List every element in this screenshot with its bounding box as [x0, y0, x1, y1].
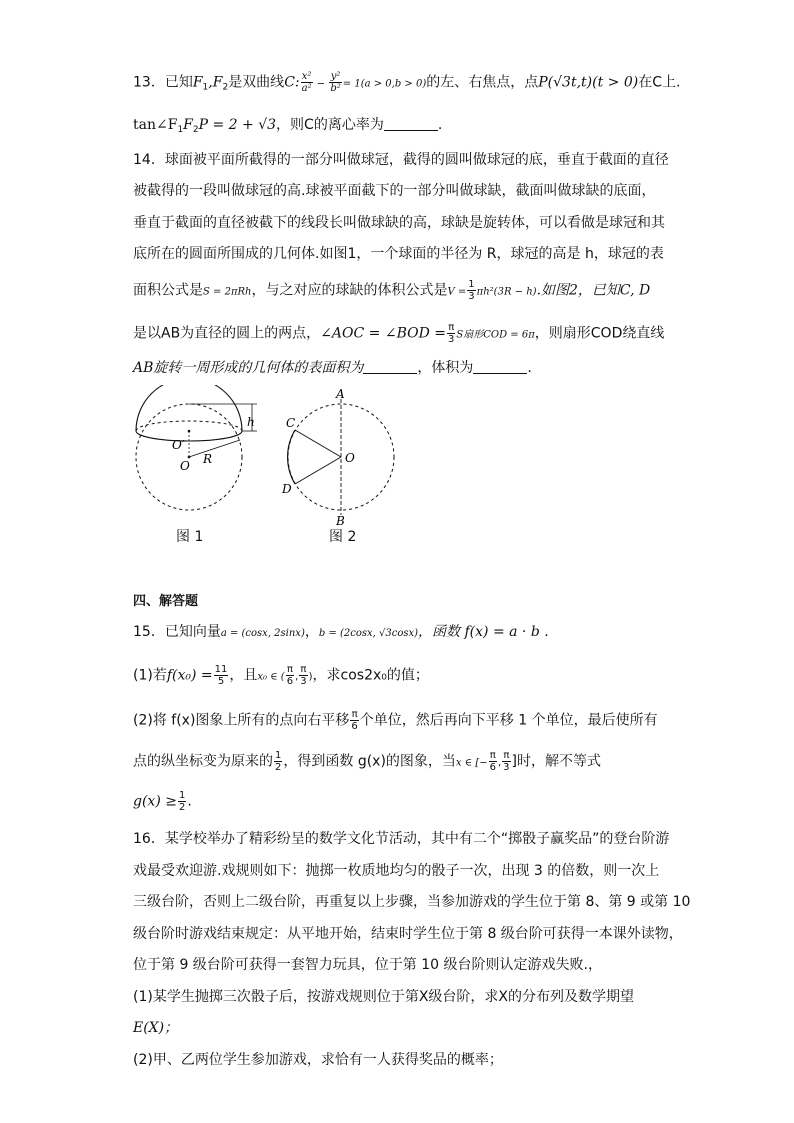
q14-figures [125, 385, 415, 530]
q16-line-3: 三级台阶，否则上二级台阶，再重复以上步骤，当参加游戏的学生位于第 8、第 9 或第 10 [133, 894, 691, 910]
q16-line-8: (2)甲、乙两位学生参加游戏，求恰有一人获得奖品的概率； [133, 1052, 503, 1068]
q14-text: ，则扇形COD绕直线 [534, 325, 665, 342]
q15-vector-a: a = (cosx, 2sinx) [220, 628, 305, 639]
q15-interval: x₀ ∈ ( [257, 671, 285, 683]
q15-text: (1)若 [133, 667, 167, 684]
q15-frac-den: 5 [217, 676, 225, 687]
q15-vector-b: b = (2cosx, √3cosx) [318, 628, 419, 639]
q14-text: ，体积为 [417, 360, 474, 376]
q14-frac-pi3: $\frac{\pi}{3}$ [448, 322, 455, 345]
q14-sector-area: S扇形COD = 6π [456, 329, 535, 341]
q14-text: AB旋转一周形成的几何体的表面积为 [133, 360, 364, 376]
q16-line-5: 位于第 9 级台阶可获得一套智力玩具，位于第 10 级台阶则认定游戏失败.， [133, 957, 602, 973]
q15-text: 个单位，然后再向下平移 1 个单位，最后使所有 [359, 712, 658, 729]
fig2-label-a: A [336, 387, 345, 401]
q15-text: 点的纵坐标变为原来的 [133, 753, 273, 770]
q13-period: . [437, 117, 443, 133]
q14-frac-third: $\frac{1}{3}$ [468, 279, 475, 302]
q15-part-2-line-2: 点的纵坐标变为原来的 $\frac{1}{2}$ ，得到函数 g(x)的图象，当x ∈ [− $\frac{\pi}{6}$ , $\frac{\pi}{3}$ ]时，解不等式 [133, 750, 602, 773]
q15-inequality: g(x) ≥ [133, 793, 177, 810]
q14-line-5 [133, 279, 650, 303]
fig1-label-r: R [203, 452, 213, 466]
q14-line-7 [133, 358, 532, 378]
q13-on-c: 在C上. [638, 74, 681, 91]
q14-blank-area [363, 359, 417, 374]
q15-text: ]时，解不等式 [511, 753, 602, 770]
q15-part-2-line-3: g(x) ≥ $\frac{1}{2}$ . [133, 790, 192, 813]
fig2-label-b: B [336, 514, 345, 528]
fig2-label-c: C [286, 416, 296, 430]
fig1-label-o: O [180, 459, 190, 473]
q14-formula-v-rest: πh²(3R − h) [476, 286, 537, 298]
figure-2-caption: 图 2 [329, 529, 357, 545]
q15-frac-num: 11 [214, 664, 228, 675]
q15-interval-close: ) [308, 671, 313, 683]
q13-answer-blank [384, 116, 438, 131]
q14-blank-volume [473, 359, 527, 374]
q15-part-1: (1)若f(x₀) = $\frac{11}{5}$ ，且x₀ ∈ ( $\frac{\pi}{6}$ , $\frac{\pi}{3}$ )，求cos2x₀的值； [133, 664, 429, 687]
q13-curve: C: [284, 74, 300, 91]
q15-part-2-line-1: (2)将 f(x)图象上所有的点向右平移 $\frac{\pi}{6}$ 个单位，然后再向下平移 1 个单位，最后使所有 [133, 709, 658, 732]
q14-formula-s: S = 2πRh [203, 286, 252, 298]
q16-line-2: 戏最受欢迎游.戏规则如下：抛掷一枚质地均匀的骰子一次，出现 3 的倍数，则一次上 [133, 863, 660, 879]
fig2-label-o: O [345, 451, 355, 465]
q15-text: (2)将 f(x)图象上所有的点向右平移 [133, 712, 350, 729]
q14-line-1: 14．球面被平面所截得的一部分叫做球冠，截得的圆叫做球冠的底，垂直于截面的直径 [133, 152, 669, 168]
q15-text: ，得到函数 g(x)的图象，当 [283, 753, 456, 770]
q15-text: 15．已知向量 [133, 624, 221, 640]
q13-line-2: $\tan\angle F_1F_2P = 2 + √3$，则C的离心率为 . [133, 117, 443, 135]
q13-ask: ，则C的离心率为 [276, 117, 384, 133]
q14-line-3: 垂直于截面的直径被截下的线段长叫做球缺的高，球缺是旋转体，可以看做是球冠和其 [133, 215, 665, 231]
q13-point: P(√3t,t)(t > 0) [538, 74, 639, 91]
q14-text: ，与之对应的球缺的体积公式是 [251, 282, 448, 299]
q15-function: ，函数 f(x) = a · b . [418, 624, 549, 640]
figure-1-sphere [136, 385, 257, 510]
q16-line-1: 16．某学校举办了精彩纷呈的数学文化节活动，其中有二个“掷骰子赢奖品”的登台阶游 [133, 831, 670, 847]
q14-text: .如图2，已知C, D [536, 282, 651, 299]
q13-line-1: 13．已知$F_1,F_2$是双曲线C: $\frac{\text{x²}}{\text{a²}}$ − $\frac{\text{y²}}{\text{b²}}$ = 1(a > 0,b > 0)的左、右焦点，点P(√3t,t)(t > 0)在C上. [133, 71, 681, 94]
q14-formula-v: V = [447, 286, 467, 298]
q14-text: 是以AB为直径的圆上的两点， [133, 325, 321, 342]
q13-number: 13．已知 [133, 74, 193, 91]
section-4-title: 四、解答题 [133, 594, 199, 609]
q13-frac-x: $\frac{\text{x²}}{\text{a²}}$ [301, 71, 312, 94]
fig1-label-oprime: O′ [172, 438, 185, 452]
fig1-label-h: h [247, 415, 255, 429]
q13-tail: 的左、右焦点，点 [426, 74, 539, 91]
q15-period: . [187, 793, 192, 810]
q13-frac-y: $\frac{\text{y²}}{\text{b²}}$ [330, 71, 341, 94]
q16-line-7: E(X)； [133, 1020, 179, 1036]
q14-angle: ∠AOC = ∠BOD = [320, 325, 447, 342]
q13-eq-right: = 1(a > 0,b > 0) [342, 78, 427, 90]
q13-tan: tan∠F [133, 117, 178, 133]
q15-line-1: 15．已知向量a = (cosx, 2sinx)，b = (2cosx, √3cosx)，函数 f(x) = a · b . [133, 624, 549, 640]
fig2-label-d: D [282, 482, 292, 496]
q16-line-6: (1)某学生抛掷三次骰子后，按游戏规则位于第X级台阶，求X的分布列及数学期望 [133, 989, 635, 1005]
q13-tan-value: P = 2 + √3 [198, 117, 277, 133]
q14-period: . [527, 360, 532, 376]
q14-line-2: 被截得的一段叫做球冠的高.球被平面截下的一部分叫做球缺，截面叫做球缺的底面， [133, 183, 656, 199]
q13-text: 是双曲线 [228, 74, 285, 91]
q15-text: ，且 [229, 667, 258, 684]
q15-text: ，求cos2x₀的值； [312, 667, 429, 684]
q15-frac-11-5 [214, 664, 229, 687]
q14-line-4: 底所在的圆面所围成的几何体.如图1，一个球面的半径为 R，球冠的高是 h，球冠的表 [133, 246, 664, 262]
q15-fx0: f(x₀) = [166, 667, 213, 684]
q14-line-6 [133, 322, 664, 346]
q14-text: 面积公式是 [133, 282, 203, 299]
figure-2-circle [281, 387, 394, 528]
q16-line-4: 级台阶时游戏结束规定：从平地开始，结束时学生位于第 8 级台阶可获得一本课外读物， [133, 926, 683, 942]
q15-interval-2: x ∈ [− [455, 757, 488, 769]
figure-1-caption: 图 1 [176, 529, 204, 545]
